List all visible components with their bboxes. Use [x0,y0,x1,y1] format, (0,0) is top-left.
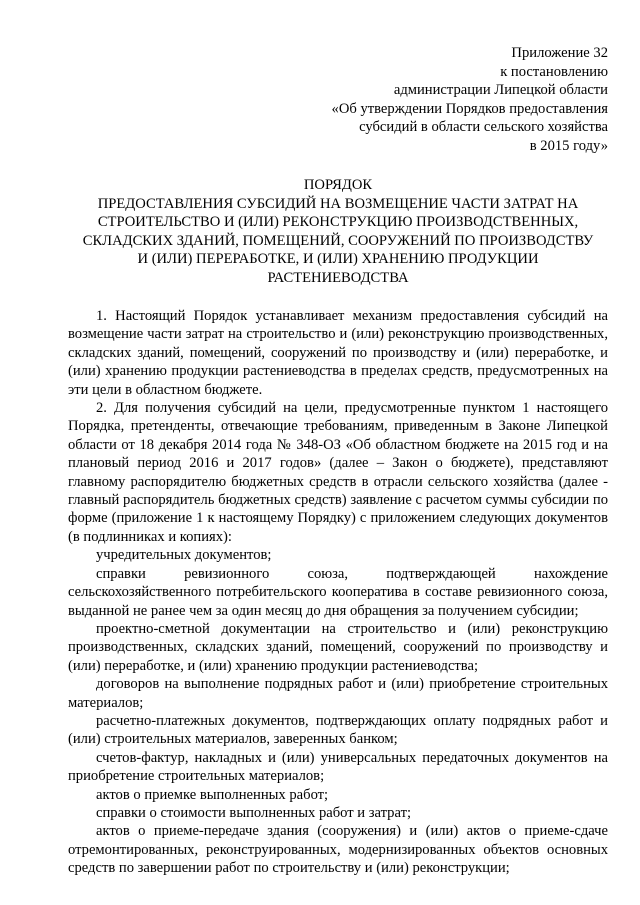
appendix-line: Приложение 32 [511,45,608,61]
title-line: СКЛАДСКИХ ЗДАНИЙ, ПОМЕЩЕНИЙ, СООРУЖЕНИЙ ПО ПРОИЗВОДСТВУ [82,232,594,249]
title-line: РАСТЕНИЕВОДСТВА [267,269,409,286]
list-item: договоров на выполнение подрядных работ и (или) приобретение строительных материалов; [68,676,608,711]
list-item: счетов-фактур, накладных и (или) универсальных передаточных документов на приобретение строительных материалов; [68,749,608,785]
appendix-line: субсидий в области сельского хозяйства [359,119,608,135]
document-title [68,176,608,287]
appendix-line: «Об утверждении Порядков предоставления [331,100,608,117]
list-item: справки о стоимости выполненных работ и затрат; [96,804,412,821]
paragraph-1: 1. Настоящий Порядок устанавливает механизм предоставления субсидий на возмещение части затрат на строительство и (или) реконструкцию производственных, складских зданий, помещений, сооружений по производству и (или) переработке, и (или) хранению продукции растениеводства в пределах средств, предусмотренных на эти цели в областном бюджете. [68,308,608,398]
title-line: СТРОИТЕЛЬСТВО И (ИЛИ) РЕКОНСТРУКЦИЮ ПРОИЗВОДСТВЕННЫХ, [97,214,579,230]
document-page [68,44,608,878]
list-item: расчетно-платежных документов, подтверждающих оплату подрядных работ и (или) строительных материалов, заверенных банком; [68,712,608,748]
appendix-block [68,44,608,155]
title-heading: ПОРЯДОК [303,177,373,193]
paragraph-2: 2. Для получения субсидий на цели, предусмотренные пунктом 1 настоящего Порядка, претенденты, отвечающие требованиям, приведенным в Законе Липецкой области от 18 декабря 2014 года № 348-ОЗ «Об областном бюджете на 2015 год и на плановый период 2016 и 2017 годов» (далее – Закон о бюджете), представляют главному распорядителю бюджетных средств в отрасли сельского хозяйства (далее - главный распорядитель бюджетных средств) заявление с расчетом суммы субсидии по форме (приложение 1 к настоящему Порядку) с приложением следующих документов (в подлинниках и копиях): [68,400,608,545]
appendix-line: администрации Липецкой области [393,82,608,98]
list-item: актов о приемке выполненных работ; [96,786,329,803]
appendix-line: к постановлению [500,63,608,80]
list-item: проектно-сметной документации на строительство и (или) реконструкцию производственных, складских зданий, помещений, сооружений по производству и (или) переработке, и (или) хранению продукции растениеводства; [68,620,608,674]
title-line: И (ИЛИ) ПЕРЕРАБОТКЕ, И (ИЛИ) ХРАНЕНИЮ ПРОДУКЦИИ [137,251,539,267]
document-body [68,307,608,878]
list-item: учредительных документов; [96,547,272,564]
list-item: актов о приеме-передаче здания (сооружения) и (или) актов о приеме-сдаче отремонтированных, реконструированных, модернизированных объектов основных средств по завершении работ по строительству и (или) реконструкции; [68,823,608,877]
list-item: справки ревизионного союза, подтверждающей нахождение сельскохозяйственного потребительского кооператива в составе ревизионного союза, выданной не ранее чем за один месяц до дня обращения за получением субсидии; [68,565,608,619]
title-line: ПРЕДОСТАВЛЕНИЯ СУБСИДИЙ НА ВОЗМЕЩЕНИЕ ЧАСТИ ЗАТРАТ НА [97,195,579,212]
appendix-line: в 2015 году» [529,137,608,154]
